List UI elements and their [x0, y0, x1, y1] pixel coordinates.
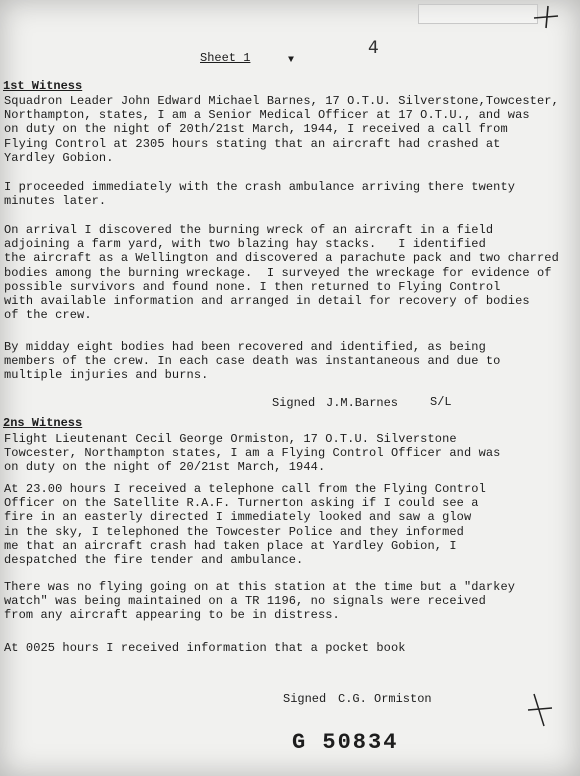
page-number: 4	[368, 38, 379, 58]
archive-stamp	[418, 4, 538, 24]
pen-mark: ▼	[288, 55, 295, 66]
document-number: G 50834	[292, 730, 399, 755]
witness1-paragraph-2: I proceeded immediately with the crash ambulance arriving there twenty minutes later.	[4, 180, 516, 209]
witness1-signed-name: J.M.Barnes	[326, 396, 399, 410]
witness2-heading: 2ns Witness	[3, 416, 83, 430]
witness1-paragraph-4: By midday eight bodies had been recovered and identified, as being members of the crew. In each case death was instantaneous and due to multiple injuries and burns.	[4, 340, 501, 383]
sheet-title: Sheet 1	[200, 51, 251, 65]
top-cross-mark	[530, 4, 562, 30]
witness1-signed-label: Signed	[272, 396, 316, 410]
witness1-heading: 1st Witness	[3, 79, 83, 93]
witness2-paragraph-1: Flight Lieutenant Cecil George Ormiston, 17 O.T.U. Silverstone Towcester, Northampton states, I am a Flying Control Officer and was on duty on the night of 20/21st March, 1944.	[4, 432, 501, 475]
witness2-signed-name: C.G. Ormiston	[338, 692, 432, 706]
witness2-signed-label: Signed	[283, 692, 327, 706]
witness1-signed-rank: S/L	[430, 395, 452, 409]
witness1-paragraph-1: Squadron Leader John Edward Michael Barnes, 17 O.T.U. Silverstone,Towcester, Northampton, states, I am a Senior Medical Officer at 17 O.T.U., and was on duty on the night of 20th/21st March, 1944, I received a call from Flying Control at 2305 hours stating that an aircraft had crashed at Yardley Gobion.	[4, 94, 559, 165]
witness2-paragraph-4: At 0025 hours I received information that a pocket book	[4, 641, 406, 655]
witness2-paragraph-2: At 23.00 hours I received a telephone call from the Flying Control Officer on the Satellite R.A.F. Turnerton asking if I could see a fire in an easterly directed I immediately looked and saw a glow in the sky, I telephoned the Towcester Police and they informed me that an aircraft crash had taken place at Yardley Gobion, I despatched the fire tender and ambulance.	[4, 482, 486, 568]
witness1-paragraph-3: On arrival I discovered the burning wreck of an aircraft in a field adjoining a farm yard, with two blazing hay stacks. I identified the aircraft as a Wellington and discovered a parachute pack and two charred bodies among the burning wreckage. I surveyed the wreckage for evidence of possible survivors and found none. I then returned to Flying Control with available information and arranged in detail for recovery of bodies of the crew.	[4, 223, 559, 323]
bottom-cross-mark	[520, 690, 556, 730]
witness2-paragraph-3: There was no flying going on at this station at the time but a "darkey watch" was being maintained on a TR 1196, no signals were received from any aircraft appearing to be in distress.	[4, 580, 516, 623]
